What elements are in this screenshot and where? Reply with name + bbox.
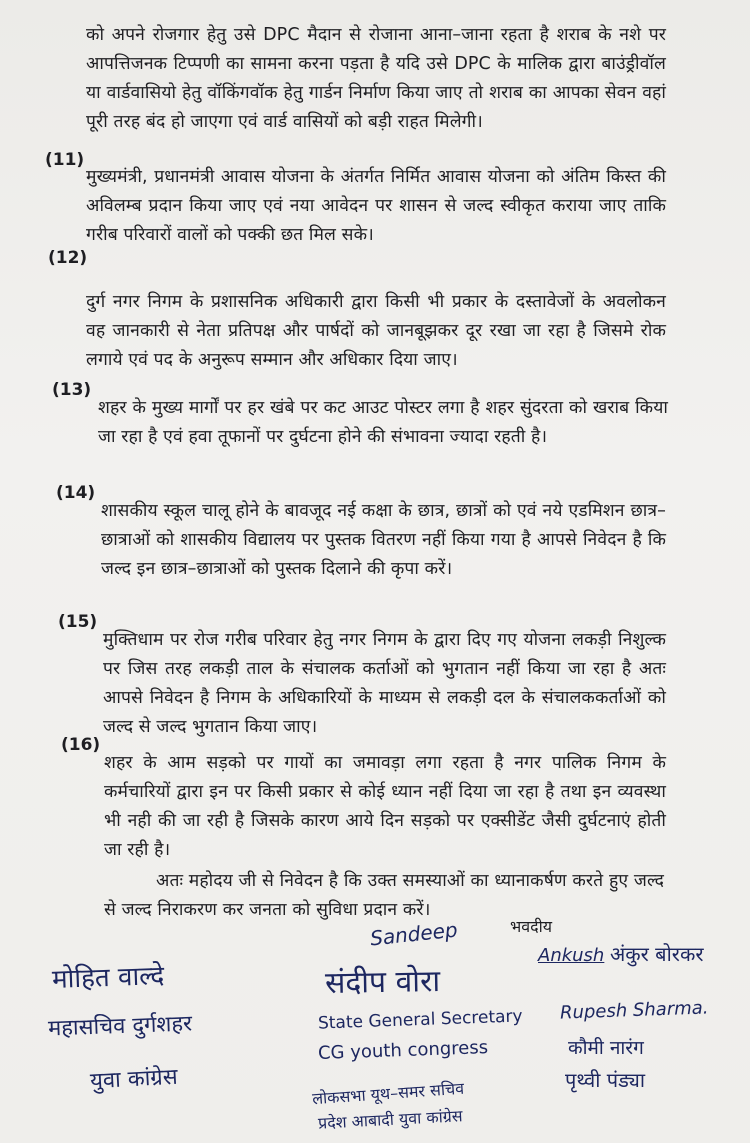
item-number-15: (15) xyxy=(58,612,98,632)
signature-right-name-3: कौमी नारंग xyxy=(568,1037,644,1059)
closing-request: अतः महोदय जी से निवेदन है कि उक्त समस्याओं का ध्यानाकर्षण करते हुए जल्द से जल्द निराकरण कर जनता को सुविधा प्रदान करें। xyxy=(104,870,664,920)
signature-left-org: युवा कांग्रेस xyxy=(89,1064,179,1095)
item-number-16: (16) xyxy=(61,735,101,755)
signature-middle-title: State General Secretary xyxy=(317,1006,523,1034)
item-number-11: (11) xyxy=(45,150,85,170)
signature-middle-line4: लोकसभा यूथ–समर सचिव xyxy=(311,1078,465,1109)
signature-middle-name: संदीप वोरा xyxy=(324,963,441,1002)
signature-right-name-4: पृथ्वी पंड्या xyxy=(565,1068,646,1092)
signature-middle-org: CG youth congress xyxy=(317,1037,489,1064)
item-text-11: मुख्यमंत्री, प्रधानमंत्री आवास योजना के अंतर्गत निर्मित आवास योजना को अंतिम किस्त की अविलम्ब प्रदान किया जाए एवं नया आवेदन पर शासन से जल्द स्वीकृत कराया जाए ताकि गरीब परिवारों वालों को पक्की छत मिल सके। xyxy=(86,166,666,245)
item-text-13: शहर के मुख्य मार्गों पर हर खंबे पर कट आउट पोस्टर लगा है शहर सुंदरता को खराब किया जा रहा है एवं हवा तूफानों पर दुर्घटना होने की संभावना ज्यादा रहती है। xyxy=(98,397,668,447)
signature-left-name: मोहित वाल्दे xyxy=(51,961,165,995)
intro-paragraph: को अपने रोजगार हेतु उसे DPC मैदान से रोजाना आना–जाना रहता है शराब के नशे पर आपत्तिजनक टिप्पणी का सामना करना पड़ता है यदि उसे DPC के मालिक द्वारा बाउंड्रीवॉल या वार्डवासियो हेतु वॉकिंगवॉक हेतु गार्डन निर्माण किया जाए तो शराब का आपका सेवन वहां पूरी तरह बंद हो जाएगा एवं वार्ड वासियों को बड़ी राहत मिलेगी। xyxy=(86,24,666,132)
signature-right-name-2: Rupesh Sharma. xyxy=(559,997,709,1024)
signature-right-name: अंकुर बोरकर xyxy=(610,942,704,966)
valediction: भवदीय xyxy=(510,917,553,936)
item-text-15: मुक्तिधाम पर रोज गरीब परिवार हेतु नगर निगम के द्वारा दिए गए योजना लकड़ी निशुल्क पर जिस तरह लकड़ी ताल के संचालक कर्ताओं को भुगतान नहीं किया जा रहा है अतः आपसे निवेदन है निगम के अधिकारियों के माध्यम से लकड़ी दल के संचालककर्ताओं को जल्द से जल्द भुगतान किया जाए। xyxy=(103,629,666,737)
signature-right-mark: Ankush xyxy=(538,945,605,966)
item-text-14: शासकीय स्कूल चालू होने के बावजूद नई कक्षा के छात्र, छात्रों को एवं नये एडमिशन छात्र–छात्राओं को शासकीय विद्यालय पर पुस्तक वितरण नहीं किया गया है आपसे निवेदन है कि जल्द इन छात्र–छात्राओं को पुस्तक दिलाने की कृपा करें। xyxy=(101,500,666,579)
item-text-12: दुर्ग नगर निगम के प्रशासनिक अधिकारी द्वारा किसी भी प्रकार के दस्तावेजों के अवलोकन वह जानकारी से नेता प्रतिपक्ष और पार्षदों को जानबूझकर दूर रखा जा रहा है जिसमे रोक लगाये एवं पद के अनुरूप सम्मान और अधिकार दिया जाए। xyxy=(86,291,666,370)
signature-left-title: महासचिव दुर्गशहर xyxy=(47,1011,193,1042)
item-number-13: (13) xyxy=(52,380,92,400)
item-number-12: (12) xyxy=(48,248,88,268)
signature-middle-line5: प्रदेश आबादी युवा कांग्रेस xyxy=(317,1106,464,1133)
item-text-16: शहर के आम सड़को पर गायों का जमावड़ा लगा रहता है नगर पालिक निगम के कर्मचारियों द्वारा इन पर किसी प्रकार से कोई ध्यान नहीं दिया जा रहा है तथा इन व्यवस्था भी नही की जा रही है जिसके कारण आये दिन सड़को पर एक्सीडेंट जैसी दुर्घटनाएं होती जा रही है। xyxy=(104,752,666,860)
item-number-14: (14) xyxy=(56,483,96,503)
signature-middle-mark: Sandeep xyxy=(368,917,459,951)
